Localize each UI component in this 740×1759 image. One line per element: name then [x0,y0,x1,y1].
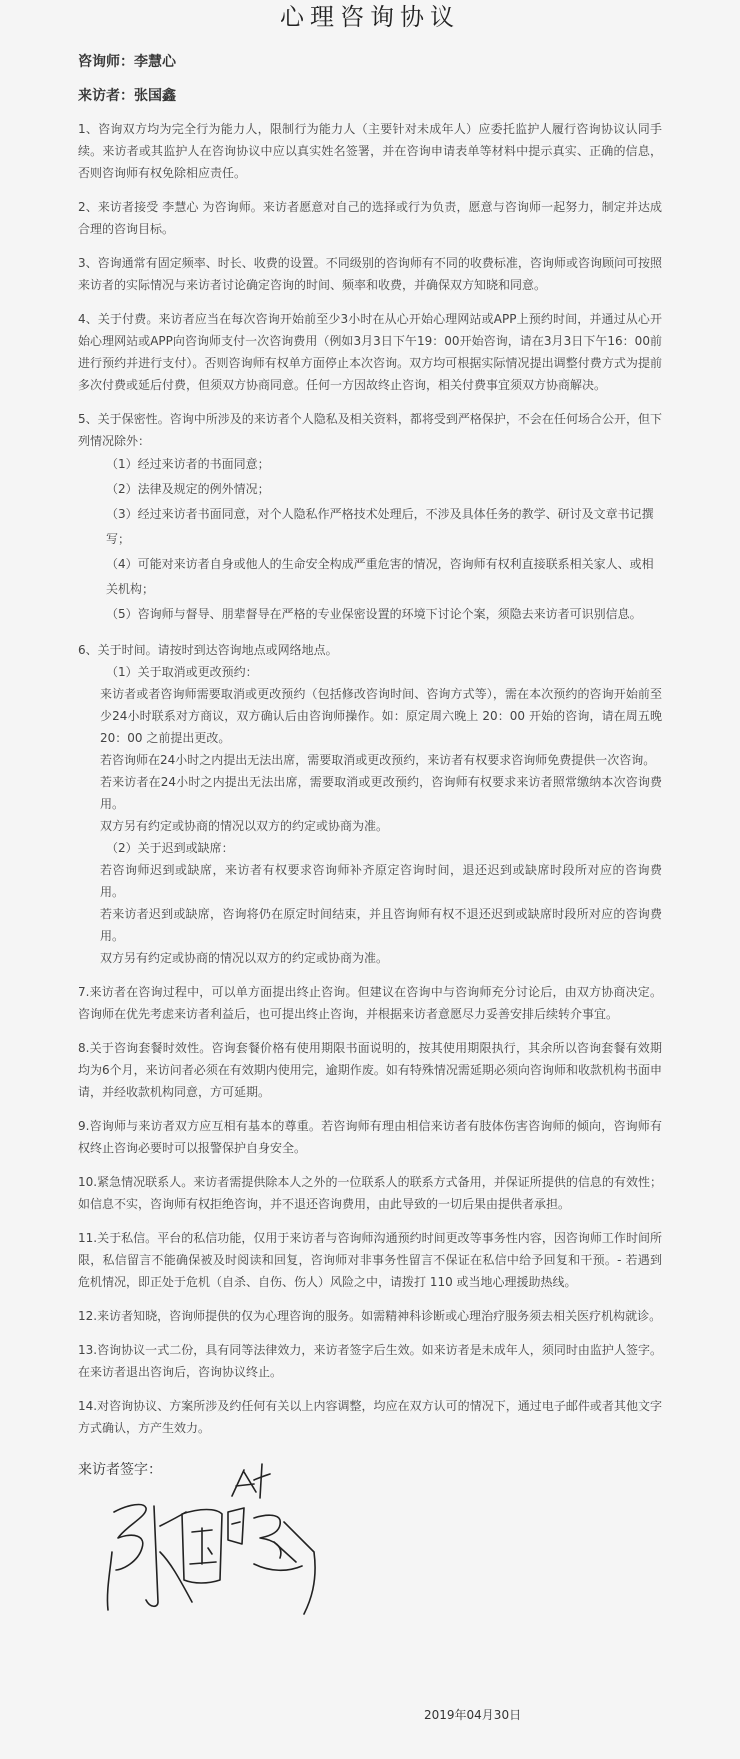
clause-14: 14.对咨询协议、方案所涉及约任何有关以上内容调整，均应在双方认可的情况下，通过电子邮件或者其他文字方式确认，方产生效力。 [78,1399,662,1435]
confidentiality-exceptions [78,452,662,627]
exception-item: （4）可能对来访者自身或他人的生命安全构成严重危害的情况，咨询师有权利直接联系相关家人、或相关机构； [106,557,654,596]
clause-6-sub2-line: 双方另有约定或协商的情况以双方的约定或协商为准。 [100,951,389,965]
handwritten-signature [104,1452,334,1642]
exception-item: （3）经过来访者书面同意，对个人隐私作严格技术处理后，不涉及具体任务的教学、研讨及文章书记撰写； [106,507,654,546]
clause-13: 13.咨询协议一式二份，具有同等法律效力，来访者签字后生效。如来访者是未成年人，须同时由监护人签字。在来访者退出咨询后，咨询协议终止。 [78,1343,662,1379]
clause-2: 2、来访者接受 李慧心 为咨询师。来访者愿意对自己的选择或行为负责，愿意与咨询师一起努力，制定并达成合理的咨询目标。 [78,200,662,236]
clause-6-sub2-title: （2）关于迟到或缺席： [106,841,234,855]
clause-6-sub2-line: 若咨询师迟到或缺席，来访者有权要求咨询师补齐原定咨询时间，退还迟到或缺席时段所对应的咨询费用。 [100,863,662,899]
clause-12: 12.来访者知晓，咨询师提供的仅为心理咨询的服务。如需精神科诊断或心理治疗服务须去相关医疗机构就诊。 [78,1309,662,1323]
signing-date: 2019年04月30日 [424,1708,522,1722]
exception-item: （2）法律及规定的例外情况； [106,482,270,496]
clause-8: 8.关于咨询套餐时效性。咨询套餐价格有使用期限书面说明的，按其使用期限执行，其余所以咨询套餐有效期均为6个月，来访问者必须在有效期内使用完，逾期作废。如有特殊情况需延期必须向咨询师和收款机构书面申请，并经收款机构同意，方可延期。 [78,1041,662,1099]
page-title: 心理咨询协议 [280,3,460,31]
clause-5: 5、关于保密性。咨询中所涉及的来访者个人隐私及相关资料，都将受到严格保护，不会在任何场合公开，但下列情况除外： [78,412,662,448]
signature-label: 来访者签字： [78,1462,162,1478]
clause-11: 11.关于私信。平台的私信功能，仅用于来访者与咨询师沟通预约时间更改等事务性内容，因咨询师工作时间所限，私信留言不能确保被及时阅读和回复，咨询师对非事务性留言不保证在私信中给予回复和干预。- 若遇到危机情况，即正处于危机（自杀、自伤、伤人）风险之中，请拨打 110 或当地心理援助热线。 [78,1231,662,1289]
clause-3: 3、咨询通常有固定频率、时长、收费的设置。不同级别的咨询师有不同的收费标准，咨询师或咨询顾问可按照来访者的实际情况与来访者讨论确定咨询的时间、频率和收费，并确保双方知晓和同意。 [78,256,662,292]
exception-item: （5）咨询师与督导、朋辈督导在严格的专业保密设置的环境下讨论个案，须隐去来访者可识别信息。 [106,607,642,621]
clause-4: 4、关于付费。来访者应当在每次咨询开始前至少3小时在从心开始心理网站或APP上预约时间，并通过从心开始心理网站或APP向咨询师支付一次咨询费用（例如3月3日下午19：00开始咨询，请在3月3日下午16：00前进行预约并进行支付）。否则咨询师有权单方面停止本次咨询。双方均可根据实际情况提出调整付费方式为提前多次付费或延后付费，但须双方协商同意。任何一方因故终止咨询，相关付费事宜须双方协商解决。 [78,312,662,392]
clause-6-sub2-line: 若来访者迟到或缺席，咨询将仍在原定时间结束，并且咨询师有权不退还迟到或缺席时段所对应的咨询费用。 [100,907,662,943]
clause-6-sub1-line: 双方另有约定或协商的情况以双方的约定或协商为准。 [100,819,389,833]
clause-9: 9.咨询师与来访者双方应互相有基本的尊重。若咨询师有理由相信来访者有肢体伤害咨询师的倾向，咨询师有权终止咨询必要时可以报警保护自身安全。 [78,1119,662,1155]
clause-6: 6、关于时间。请按时到达咨询地点或网络地点。 [78,643,338,657]
client-line: 来访者：张国鑫 [78,88,176,104]
clause-6-sub1-line: 若来访者在24小时之内提出无法出席，需要取消或更改预约，咨询师有权要求来访者照常缴纳本次咨询费用。 [100,775,662,811]
exception-item: （1）经过来访者的书面同意； [106,457,270,471]
clause-10: 10.紧急情况联系人。来访者需提供除本人之外的一位联系人的联系方式备用，并保证所提供的信息的有效性；如信息不实，咨询师有权拒绝咨询，并不退还咨询费用，由此导致的一切后果由提供者承担。 [78,1175,662,1211]
clause-6-sub1-line: 若咨询师在24小时之内提出无法出席，需要取消或更改预约，来访者有权要求咨询师免费提供一次咨询。 [100,753,656,767]
clause-1: 1、咨询双方均为完全行为能力人，限制行为能力人（主要针对未成年人）应委托监护人履行咨询协议认同手续。来访者或其监护人在咨询协议中应以真实姓名签署，并在咨询申请表单等材料中提示真实、正确的信息，否则咨询师有权免除相应责任。 [78,122,662,180]
clause-6-sub1-body: 来访者或者咨询师需要取消或更改预约（包括修改咨询时间、咨询方式等），需在本次预约的咨询开始前至少24小时联系对方商议，双方确认后由咨询师操作。如：原定周六晚上 20：00 开始的咨询，请在周五晚 20：00 之前提出更改。 [100,687,662,745]
counselor-line: 咨询师：李慧心 [78,54,176,70]
clause-6-sub1-title: （1）关于取消或更改预约： [106,665,258,679]
clause-7: 7.来访者在咨询过程中，可以单方面提出终止咨询。但建议在咨询中与咨询师充分讨论后，由双方协商决定。咨询师在优先考虑来访者利益后，也可提出终止咨询，并根据来访者意愿尽力妥善安排后续转介事宜。 [78,985,662,1021]
